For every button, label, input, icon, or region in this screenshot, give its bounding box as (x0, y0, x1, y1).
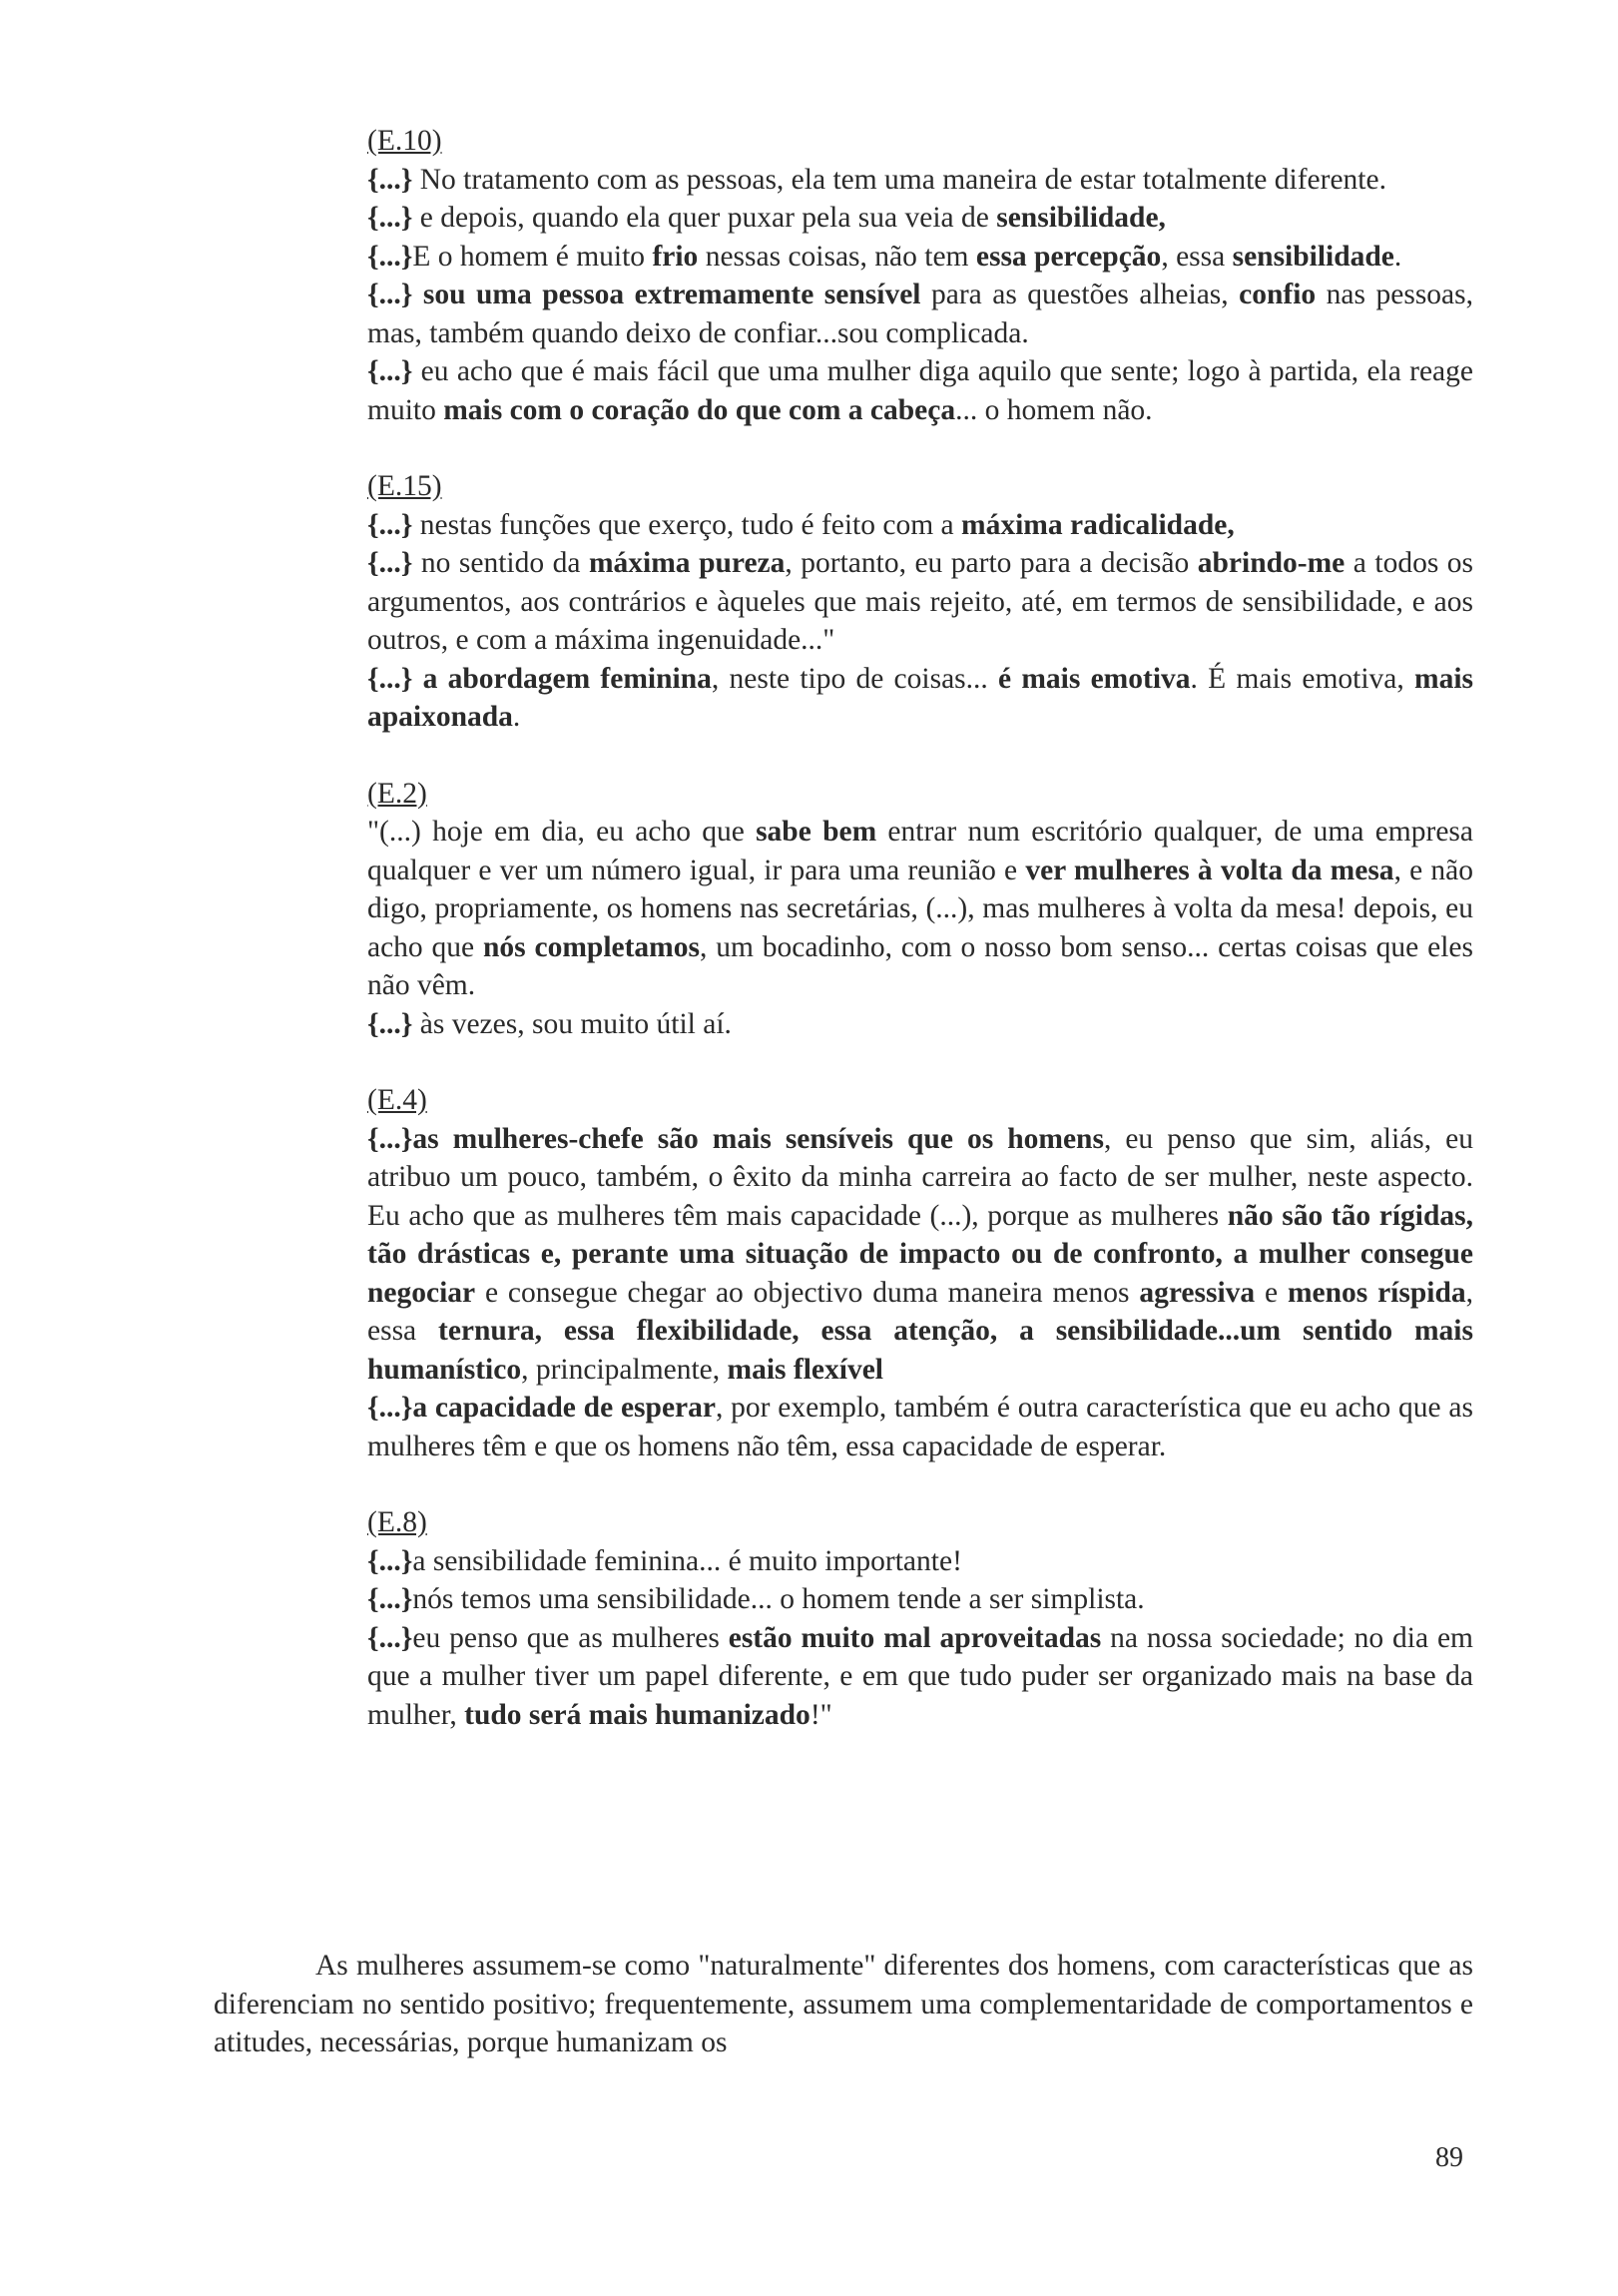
excerpt-block (367, 1503, 1473, 1734)
bold-text: tudo será mais humanizado (464, 1698, 810, 1731)
quote-paragraph (367, 813, 1473, 1005)
bold-text: estão muito mal aproveitadas (728, 1621, 1102, 1654)
bold-text: sou uma pessoa extremamente sensível (422, 279, 921, 310)
bold-text: mais apaixonada (367, 662, 1473, 733)
bold-text: {...} (367, 1007, 413, 1040)
quote-paragraph (367, 199, 1473, 238)
text-run: , portanto, eu parto para a decisão (785, 547, 1198, 579)
text-run: . É mais emotiva, (1190, 662, 1414, 695)
text-run: a todos os argumentos, aos contrários e àqueles que mais rejeito, até, em termos de sensibilidade, e aos outros, e com a máxima ingenuidade..." (367, 547, 1474, 656)
bold-text: é mais emotiva (998, 662, 1191, 695)
text-run: na nossa sociedade; no dia em que a mulher tiver um papel diferente, e em que tudo puder ser organizado mais na base da mulher, (367, 1621, 1474, 1731)
excerpt-block (367, 775, 1473, 1044)
quote-paragraph (367, 352, 1473, 429)
bold-text: confio (1239, 279, 1317, 310)
bold-text: {...} (367, 508, 413, 541)
text-run (412, 279, 423, 310)
text-run: . (1393, 240, 1402, 273)
page-number: 89 (1435, 2142, 1463, 2173)
quote-paragraph (367, 1542, 1473, 1581)
bold-text: sensibilidade (1232, 240, 1394, 273)
bold-text: essa percepção (975, 240, 1162, 273)
bold-text: {...} (367, 1122, 413, 1155)
interview-label: (E.8) (367, 1506, 427, 1538)
text-run: , um bocadinho, com o nosso bom senso... certas coisas que eles não vêm. (367, 930, 1473, 1001)
text-run: "(...) hoje em dia, eu acho que (367, 816, 757, 848)
bold-text: abrindo-me (1197, 547, 1346, 579)
bold-text: as mulheres-chefe são mais sensíveis que os homens (412, 1122, 1104, 1155)
quote-paragraph (367, 1389, 1473, 1465)
bold-text: frio (652, 240, 699, 273)
bold-text: {...} (367, 1583, 413, 1615)
bold-text: ver mulheres à volta da mesa (1025, 854, 1394, 886)
bold-text: menos ríspida (1287, 1276, 1466, 1309)
text-run: entrar num escritório qualquer, de uma empresa qualquer e ver um número igual, ir para uma reunião e (367, 816, 1473, 886)
text-run: , eu penso que sim, aliás, eu atribuo um pouco, também, o êxito da minha carreira ao facto de ser mulher, neste aspecto. Eu acho que as mulheres têm mais capacidade (...), porque as mulheres (367, 1122, 1473, 1232)
text-run: eu acho que é mais fácil que uma mulher diga aquilo que sente; logo à partida, ela reage muito (367, 355, 1473, 426)
bold-text: {...} (367, 547, 413, 579)
text-run: , essa (367, 1276, 1473, 1347)
text-run: e depois, quando ela quer puxar pela sua veia de (412, 202, 997, 234)
bold-text: a capacidade de esperar (412, 1392, 716, 1424)
bold-text: {...} (367, 163, 413, 196)
bold-text: nós completamos (483, 930, 700, 963)
bold-text: {...} (367, 355, 413, 387)
quote-paragraph (367, 1580, 1473, 1619)
bold-text: sensibilidade, (996, 202, 1166, 234)
excerpt-block (367, 122, 1473, 429)
bold-text: {...} (367, 662, 413, 695)
text-run: nós temos uma sensibilidade... o homem tende a ser simplista. (412, 1583, 1145, 1615)
quote-paragraph (367, 1619, 1473, 1735)
quote-paragraph (367, 161, 1473, 200)
text-run: !" (809, 1698, 832, 1731)
text-run: ... o homem não. (955, 393, 1153, 426)
text-run: eu penso que as mulheres (412, 1621, 729, 1654)
bold-text: ternura, essa flexibilidade, essa atenção, a sensibilidade...um sentido mais humanístico (367, 1315, 1473, 1386)
closing-paragraph: As mulheres assumem-se como "naturalmente" diferentes dos homens, com características que as diferenciam no sentido positivo; frequentemente, assumem uma complementaridade de comportamentos e atitudes, necessárias, porque humanizam os (214, 1950, 1473, 2058)
interview-label: (E.15) (367, 470, 442, 502)
text-run: , neste tipo de coisas... (711, 662, 999, 695)
text-run: e consegue chegar ao objectivo duma maneira menos (475, 1276, 1140, 1309)
bold-text: sabe bem (756, 816, 877, 848)
text-run: a sensibilidade feminina... é muito importante! (412, 1544, 962, 1577)
bold-text: agressiva (1139, 1276, 1256, 1309)
bold-text: não são tão rígidas, tão drásticas e, perante uma situação de impacto ou de confronto, a mulher consegue negociar (367, 1199, 1473, 1309)
text-run: , por exemplo, também é outra característica que eu acho que as mulheres têm e que os homens não têm, essa capacidade de esperar. (367, 1392, 1473, 1462)
bold-text: mais flexível (727, 1353, 884, 1386)
text-run: , e não digo, propriamente, os homens nas secretárias, (...), mas mulheres à volta da mesa! depois, eu acho que (367, 854, 1473, 963)
bold-text: máxima radicalidade, (961, 508, 1235, 541)
quote-paragraph (367, 1120, 1473, 1390)
quote-paragraph (367, 544, 1473, 660)
text-run: no sentido da (412, 547, 589, 579)
quote-paragraph (367, 238, 1473, 277)
bold-text: {...} (367, 1621, 413, 1654)
text-run: e (1255, 1276, 1288, 1309)
quote-paragraph (367, 660, 1473, 737)
excerpt-block (367, 1081, 1473, 1465)
bold-text: a abordagem feminina (422, 662, 712, 695)
text-run: para as questões alheias, (920, 279, 1240, 310)
text-run: nas pessoas, mas, também quando deixo de confiar...sou complicada. (367, 279, 1473, 349)
quote-paragraph (367, 506, 1473, 545)
text-run: , principalmente, (521, 1353, 728, 1386)
text-run (412, 663, 422, 695)
excerpt-block (367, 467, 1473, 737)
interview-label: (E.10) (367, 125, 442, 157)
bold-text: {...} (367, 240, 413, 273)
bold-text: máxima pureza (588, 547, 786, 579)
bold-text: {...} (367, 202, 413, 234)
interview-excerpts (367, 122, 1473, 1772)
bold-text: mais com o coração do que com a cabeça (443, 393, 956, 426)
text-run: E o homem é muito (412, 240, 653, 273)
text-run: nessas coisas, não tem (698, 240, 976, 273)
text-run: . (512, 701, 521, 733)
text-run: No tratamento com as pessoas, ela tem uma maneira de estar totalmente diferente. (412, 163, 1386, 196)
bold-text: {...} (367, 1544, 413, 1577)
text-run: nestas funções que exerço, tudo é feito com a (412, 508, 962, 541)
quote-paragraph (367, 1005, 1473, 1044)
interview-label: (E.2) (367, 777, 427, 810)
interview-label: (E.4) (367, 1084, 427, 1116)
bold-text: {...} (367, 279, 413, 310)
text-run: , essa (1161, 240, 1233, 273)
bold-text: {...} (367, 1392, 413, 1424)
text-run: às vezes, sou muito útil aí. (412, 1007, 732, 1040)
quote-paragraph (367, 276, 1473, 352)
